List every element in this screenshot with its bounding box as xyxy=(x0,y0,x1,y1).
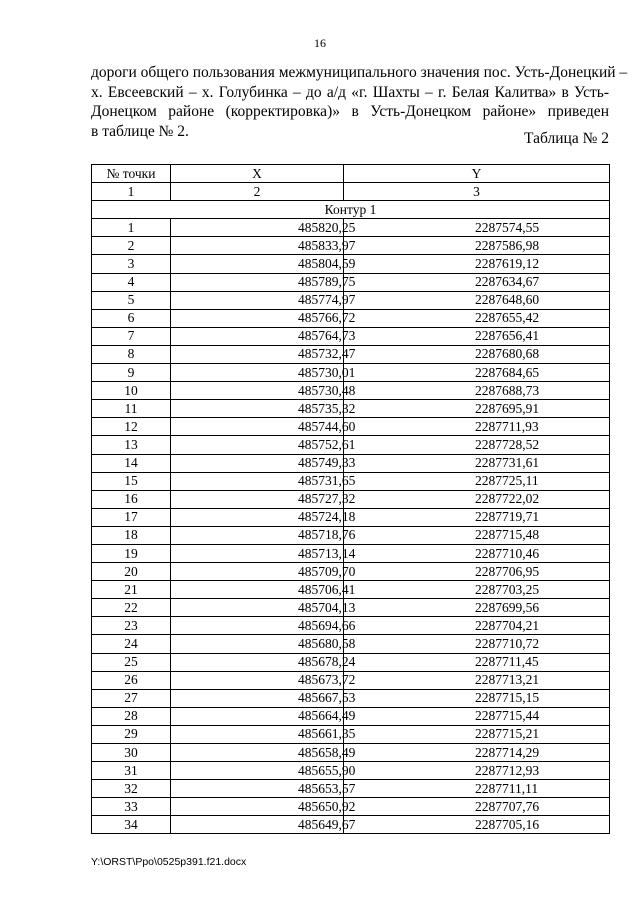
x-coordinate-cell: 485649,67 xyxy=(171,816,344,834)
x-coordinate-cell: 485731,65 xyxy=(171,472,344,490)
table-row xyxy=(92,291,610,309)
point-number-cell: 14 xyxy=(92,454,171,472)
y-coordinate-cell: 2287695,91 xyxy=(344,400,610,418)
x-coordinate-cell: 485766,72 xyxy=(171,309,344,327)
table-row xyxy=(92,400,610,418)
y-coordinate-cell: 2287699,56 xyxy=(344,599,610,617)
table-row xyxy=(92,816,610,834)
contour-row xyxy=(92,201,610,219)
point-number-cell: 4 xyxy=(92,273,171,291)
paragraph-line: в таблице № 2. xyxy=(91,122,189,140)
y-coordinate-cell: 2287715,44 xyxy=(344,707,610,725)
point-number-cell: 32 xyxy=(92,780,171,798)
y-coordinate-cell: 2287634,67 xyxy=(344,273,610,291)
point-number-cell: 17 xyxy=(92,508,171,526)
x-coordinate-cell: 485655,90 xyxy=(171,762,344,780)
point-number-cell: 9 xyxy=(92,364,171,382)
point-number-cell: 28 xyxy=(92,707,171,725)
contour-label: Контур 1 xyxy=(92,201,610,219)
x-coordinate-cell: 485709,70 xyxy=(171,563,344,581)
table-row xyxy=(92,744,610,762)
column-number: 3 xyxy=(344,183,610,201)
point-number-cell: 15 xyxy=(92,472,171,490)
point-number-cell: 33 xyxy=(92,798,171,816)
x-coordinate-cell: 485704,13 xyxy=(171,599,344,617)
table-body xyxy=(92,219,610,834)
point-number-cell: 8 xyxy=(92,345,171,363)
table-row xyxy=(92,671,610,689)
point-number-cell: 1 xyxy=(92,219,171,237)
y-coordinate-cell: 2287715,48 xyxy=(344,526,610,544)
table-row xyxy=(92,780,610,798)
table-row xyxy=(92,364,610,382)
x-coordinate-cell: 485730,01 xyxy=(171,364,344,382)
x-coordinate-cell: 485724,18 xyxy=(171,508,344,526)
page-number: 16 xyxy=(314,36,326,50)
y-coordinate-cell: 2287711,11 xyxy=(344,780,610,798)
x-coordinate-cell: 485706,41 xyxy=(171,581,344,599)
table-caption: Таблица № 2 xyxy=(524,130,609,147)
y-coordinate-cell: 2287710,46 xyxy=(344,544,610,562)
y-coordinate-cell: 2287719,71 xyxy=(344,508,610,526)
y-coordinate-cell: 2287703,25 xyxy=(344,581,610,599)
point-number-cell: 29 xyxy=(92,725,171,743)
point-number-cell: 31 xyxy=(92,762,171,780)
x-coordinate-cell: 485833,97 xyxy=(171,237,344,255)
point-number-cell: 24 xyxy=(92,635,171,653)
table-row xyxy=(92,454,610,472)
header-y: Y xyxy=(344,165,610,183)
x-coordinate-cell: 485735,32 xyxy=(171,400,344,418)
point-number-cell: 12 xyxy=(92,418,171,436)
x-coordinate-cell: 485820,25 xyxy=(171,219,344,237)
x-coordinate-cell: 485804,59 xyxy=(171,255,344,273)
x-coordinate-cell: 485678,24 xyxy=(171,653,344,671)
y-coordinate-cell: 2287574,55 xyxy=(344,219,610,237)
x-coordinate-cell: 485694,66 xyxy=(171,617,344,635)
y-coordinate-cell: 2287712,93 xyxy=(344,762,610,780)
y-coordinate-cell: 2287711,93 xyxy=(344,418,610,436)
point-number-cell: 27 xyxy=(92,689,171,707)
x-coordinate-cell: 485764,73 xyxy=(171,327,344,345)
point-number-cell: 3 xyxy=(92,255,171,273)
point-number-cell: 25 xyxy=(92,653,171,671)
y-coordinate-cell: 2287680,68 xyxy=(344,345,610,363)
y-coordinate-cell: 2287725,11 xyxy=(344,472,610,490)
y-coordinate-cell: 2287586,98 xyxy=(344,237,610,255)
x-coordinate-cell: 485744,60 xyxy=(171,418,344,436)
paragraph-line: х. Евсеевский – х. Голубинка – до а/д «г. Шахты – г. Белая Калитва» в Усть- xyxy=(91,83,609,101)
x-coordinate-cell: 485661,35 xyxy=(171,725,344,743)
table-row xyxy=(92,309,610,327)
table-row xyxy=(92,617,610,635)
point-number-cell: 23 xyxy=(92,617,171,635)
table-row xyxy=(92,219,610,237)
table-row xyxy=(92,436,610,454)
point-number-cell: 10 xyxy=(92,382,171,400)
x-coordinate-cell: 485752,61 xyxy=(171,436,344,454)
x-coordinate-cell: 485789,75 xyxy=(171,273,344,291)
point-number-cell: 20 xyxy=(92,563,171,581)
x-coordinate-cell: 485727,32 xyxy=(171,490,344,508)
x-coordinate-cell: 485774,97 xyxy=(171,291,344,309)
y-coordinate-cell: 2287684,65 xyxy=(344,364,610,382)
table-row xyxy=(92,490,610,508)
point-number-cell: 34 xyxy=(92,816,171,834)
table-row xyxy=(92,798,610,816)
y-coordinate-cell: 2287707,76 xyxy=(344,798,610,816)
x-coordinate-cell: 485673,72 xyxy=(171,671,344,689)
table-row xyxy=(92,635,610,653)
x-coordinate-cell: 485730,48 xyxy=(171,382,344,400)
point-number-cell: 5 xyxy=(92,291,171,309)
table-header-row xyxy=(92,165,610,183)
y-coordinate-cell: 2287714,29 xyxy=(344,744,610,762)
point-number-cell: 21 xyxy=(92,581,171,599)
table-row xyxy=(92,382,610,400)
x-coordinate-cell: 485680,58 xyxy=(171,635,344,653)
y-coordinate-cell: 2287728,52 xyxy=(344,436,610,454)
y-coordinate-cell: 2287706,95 xyxy=(344,563,610,581)
table-row xyxy=(92,563,610,581)
table-row xyxy=(92,689,610,707)
table-row xyxy=(92,255,610,273)
x-coordinate-cell: 485713,14 xyxy=(171,544,344,562)
column-number: 1 xyxy=(92,183,171,201)
x-coordinate-cell: 485653,57 xyxy=(171,780,344,798)
y-coordinate-cell: 2287704,21 xyxy=(344,617,610,635)
point-number-cell: 13 xyxy=(92,436,171,454)
y-coordinate-cell: 2287731,61 xyxy=(344,454,610,472)
footer-file-path: Y:\ORST\Ppo\0525p391.f21.docx xyxy=(91,856,247,868)
paragraph-line: Донецком районе (корректировка)» в Усть-Донецком районе» приведен xyxy=(91,103,609,120)
y-coordinate-cell: 2287655,42 xyxy=(344,309,610,327)
column-number-row xyxy=(92,183,610,201)
point-number-cell: 26 xyxy=(92,671,171,689)
point-number-cell: 2 xyxy=(92,237,171,255)
header-point-number: № точки xyxy=(92,165,171,183)
table-row xyxy=(92,345,610,363)
point-number-cell: 16 xyxy=(92,490,171,508)
point-number-cell: 30 xyxy=(92,744,171,762)
table-row xyxy=(92,725,610,743)
y-coordinate-cell: 2287715,15 xyxy=(344,689,610,707)
x-coordinate-cell: 485667,53 xyxy=(171,689,344,707)
y-coordinate-cell: 2287715,21 xyxy=(344,725,610,743)
point-number-cell: 6 xyxy=(92,309,171,327)
table-row xyxy=(92,526,610,544)
point-number-cell: 19 xyxy=(92,544,171,562)
table-row xyxy=(92,327,610,345)
table-row xyxy=(92,762,610,780)
x-coordinate-cell: 485718,76 xyxy=(171,526,344,544)
paragraph-line: дороги общего пользования межмуниципального значения пос. Усть-Донецкий – xyxy=(91,64,628,81)
table-row xyxy=(92,472,610,490)
y-coordinate-cell: 2287648,60 xyxy=(344,291,610,309)
table-row xyxy=(92,237,610,255)
table-row xyxy=(92,599,610,617)
table-row xyxy=(92,544,610,562)
table-row xyxy=(92,418,610,436)
y-coordinate-cell: 2287619,12 xyxy=(344,255,610,273)
y-coordinate-cell: 2287713,21 xyxy=(344,671,610,689)
x-coordinate-cell: 485749,33 xyxy=(171,454,344,472)
x-coordinate-cell: 485658,49 xyxy=(171,744,344,762)
y-coordinate-cell: 2287711,45 xyxy=(344,653,610,671)
point-number-cell: 18 xyxy=(92,526,171,544)
point-number-cell: 7 xyxy=(92,327,171,345)
point-number-cell: 22 xyxy=(92,599,171,617)
x-coordinate-cell: 485664,49 xyxy=(171,707,344,725)
x-coordinate-cell: 485732,47 xyxy=(171,345,344,363)
x-coordinate-cell: 485650,92 xyxy=(171,798,344,816)
y-coordinate-cell: 2287688,73 xyxy=(344,382,610,400)
table-row xyxy=(92,273,610,291)
y-coordinate-cell: 2287656,41 xyxy=(344,327,610,345)
y-coordinate-cell: 2287705,16 xyxy=(344,816,610,834)
header-x: X xyxy=(171,165,344,183)
coordinates-table xyxy=(91,164,610,834)
column-number: 2 xyxy=(171,183,344,201)
point-number-cell: 11 xyxy=(92,400,171,418)
table-row xyxy=(92,508,610,526)
y-coordinate-cell: 2287722,02 xyxy=(344,490,610,508)
y-coordinate-cell: 2287710,72 xyxy=(344,635,610,653)
table-row xyxy=(92,707,610,725)
table-row xyxy=(92,653,610,671)
table-row xyxy=(92,581,610,599)
